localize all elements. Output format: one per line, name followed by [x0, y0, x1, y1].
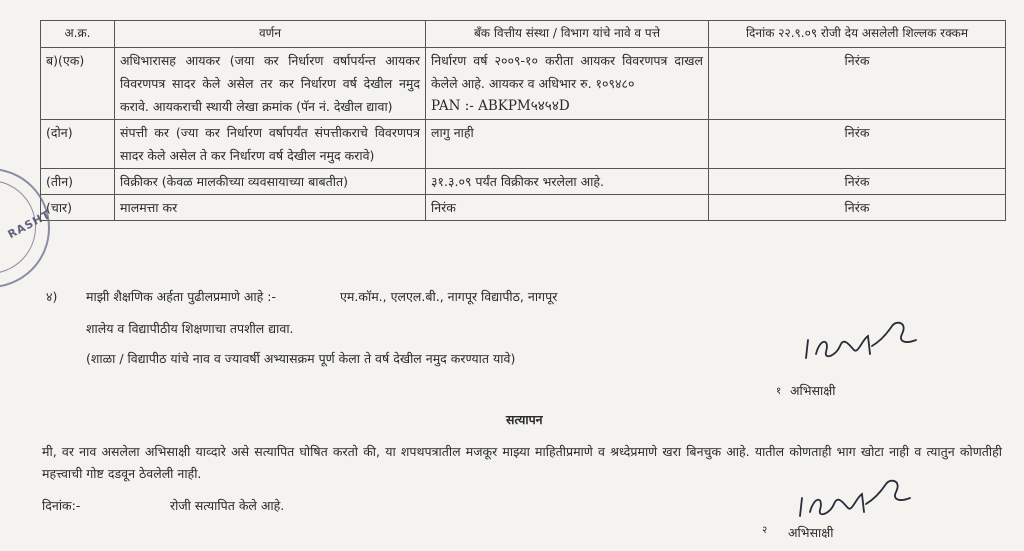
- education-detail-line: शालेय व विद्यापीठीय शिक्षणाचा तपशील द्यावा.: [86, 321, 294, 336]
- row-description: संपत्ती कर (ज्या कर निर्धारण वर्षापर्यंत संपत्तीकराचे विवरणपत्र सादर केले असेल ते कर निर्धारण वर्ष देखील नमुद करावे): [115, 120, 426, 169]
- row-institution: [426, 48, 709, 120]
- official-stamp-text: RASHT: [5, 207, 53, 242]
- row-balance: निरंक: [709, 120, 1006, 169]
- col-header-balance: दिनांक २२.९.०९ रोजी देय असलेली शिल्लक रक्कम: [709, 21, 1006, 48]
- row-serial: ब)(एक): [41, 48, 115, 120]
- table-row: [41, 195, 1006, 221]
- row-institution: लागु नाही: [426, 120, 709, 169]
- row-balance: निरंक: [709, 195, 1006, 221]
- signature-2-label: अभिसाक्षी: [788, 525, 834, 540]
- signature-1-icon: [796, 310, 926, 380]
- signature-1-label: अभिसाक्षी: [790, 383, 836, 398]
- row-description: मालमत्ता कर: [115, 195, 426, 221]
- signature-2-icon: [790, 472, 920, 532]
- education-note: (शाळा / विद्यापीठ यांचे नाव व ज्यावर्षी अभ्यासक्रम पूर्ण केला ते वर्ष देखील नमुद करण्यात यावे): [86, 351, 516, 366]
- signature-2-mark: २: [762, 525, 768, 536]
- date-label: दिनांक:-: [42, 498, 81, 513]
- col-header-institution: बँक वित्तीय संस्था / विभाग यांचे नावे व पत्ते: [426, 21, 709, 48]
- table-row: [41, 120, 1006, 169]
- row-balance: निरंक: [709, 48, 1006, 120]
- verification-heading: सत्यापन: [506, 412, 543, 427]
- education-label: माझी शैक्षणिक अर्हता पुढीलप्रमाणे आहे :-: [86, 289, 277, 304]
- row-institution: ३१.३.०९ पर्यंत विक्रीकर भरलेला आहे.: [426, 169, 709, 195]
- date-suffix: रोजी सत्यापित केले आहे.: [170, 498, 285, 513]
- row-description: विक्रीकर (केवळ मालकीच्या व्यवसायाच्या बाबतीत): [115, 169, 426, 195]
- row-serial: (दोन): [41, 120, 115, 169]
- row-balance: निरंक: [709, 169, 1006, 195]
- col-header-description: वर्णन: [115, 21, 426, 48]
- row-description: अधिभारासह आयकर (जया कर निर्धारण वर्षापर्यन्त आयकर विवरणपत्र सादर केले असेल तर कर निर्धारण वर्ष देखील नमुद करावे. आयकराची स्थायी लेखा क्रमांक (पॅन नं. देखील द्यावा): [115, 48, 426, 120]
- education-number: ४): [46, 289, 58, 304]
- table-row: [41, 169, 1006, 195]
- pan-number: PAN :- ABKPM५४५४D: [431, 98, 570, 114]
- assets-liabilities-table: [40, 20, 1006, 221]
- education-value: एम.कॉम., एलएल.बी., नागपूर विद्यापीठ, नागपूर: [340, 289, 558, 304]
- col-header-serial: अ.क्र.: [41, 21, 115, 48]
- verification-paragraph: मी, वर नाव असलेला अभिसाक्षी याव्दारे असे सत्यापित घोषित करतो की, या शपथपत्रातील मजकूर माझ्या माहितीप्रमाणे व श्रध्देप्रमाणे खरा बिनचुक आहे. यातील कोणताही भाग खोटा नाही व त्यातुन कोणतीही महत्त्वाची गोष्ट दडवून ठेवलेली नाही.: [42, 444, 1002, 481]
- row-institution: निरंक: [426, 195, 709, 221]
- signature-1-mark: १: [776, 386, 782, 397]
- table-header-row: [41, 21, 1006, 48]
- row-serial: (चार): [41, 195, 115, 221]
- row-institution-text: निर्धारण वर्ष २००९-१० करीता आयकर विवरणपत्र दाखल केलेले आहे. आयकर व अधिभार रु. १०९४८०: [431, 53, 703, 91]
- row-serial: (तीन): [41, 169, 115, 195]
- table-row: [41, 48, 1006, 120]
